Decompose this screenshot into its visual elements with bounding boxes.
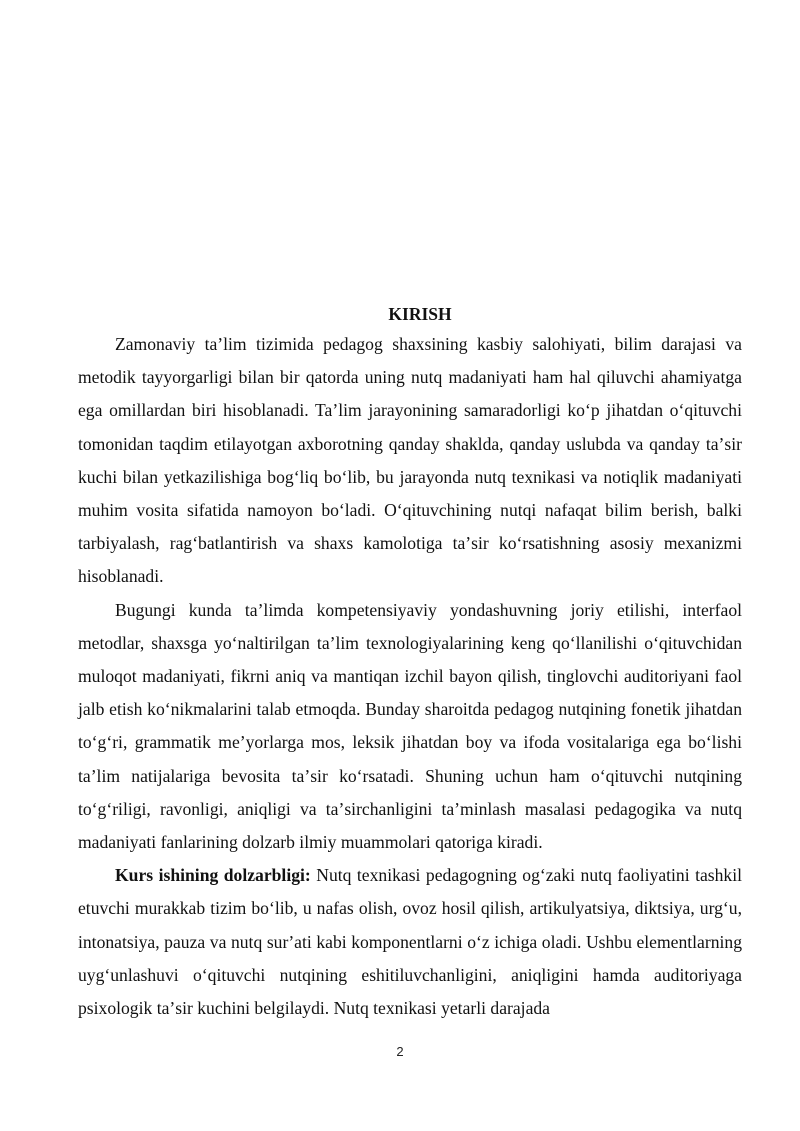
paragraph-relevance (78, 859, 742, 1025)
document-body (78, 303, 742, 1025)
paragraph-lead: Kurs ishining dolzarbligi: (115, 865, 311, 886)
page-number: 2 (396, 1044, 404, 1059)
section-heading: KIRISH (388, 304, 452, 324)
paragraph-intro (78, 328, 742, 594)
paragraph-text: Nutq texnikasi pedagogning ogʻzaki nutq faoliyatini tashkil etuvchi murakkab tizim boʻlib, u nafas olish, ovoz hosil qilish, artikulyatsiya, diktsiya, urgʻu, intonatsiya, pauza va nutq surʼati kabi komponentlarni oʻz ichiga oladi. Ushbu elementlarning uygʻunlashuvi oʻqituvchi nutqining eshitiluvchanligini, aniqligini hamda auditoriyaga psixologik taʼsir kuchini belgilaydi. Nutq texnikasi yetarli darajada (78, 865, 742, 1019)
paragraph-text: Zamonaviy ta’lim tizimida pedagog shaxsining kasbiy salohiyati, bilim darajasi va metodik tayyorgarligi bilan bir qatorda uning nutq madaniyati ham hal qiluvchi ahamiyatga ega omillardan biri hisoblanadi. Ta’lim jarayonining samaradorligi koʻp jihatdan oʻqituvchi tomonidan taqdim etilayotgan axborotning qanday shaklda, qanday uslubda va qanday taʼsir kuchi bilan yetkazilishiga bogʻliq boʻlib, bu jarayonda nutq texnikasi va notiqlik madaniyati muhim vosita sifatida namoyon boʻladi. Oʻqituvchining nutqi nafaqat bilim berish, balki tarbiyalash, ragʻbatlantirish va shaxs kamolotiga taʼsir koʻrsatishning asosiy mexanizmi hisoblanadi. (78, 334, 742, 587)
paragraph-context (78, 594, 742, 860)
paragraph-text: Bugungi kunda taʼlimda kompetensiyaviy yondashuvning joriy etilishi, interfaol metodlar, shaxsga yoʻnaltirilgan taʼlim texnologiyalarining keng qoʻllanilishi oʻqituvchidan muloqot madaniyati, fikrni aniq va mantiqan izchil bayon qilish, tinglovchi auditoriyani faol jalb etish koʻnikmalarini talab etmoqda. Bunday sharoitda pedagog nutqining fonetik jihatdan toʻgʻri, grammatik me’yorlarga mos, leksik jihatdan boy va ifoda vositalariga ega boʻlishi taʼlim natijalariga bevosita taʼsir koʻrsatadi. Shuning uchun ham oʻqituvchi nutqining toʻgʻriligi, ravonligi, aniqligi va taʼsirchanligini taʼminlash masalasi pedagogika va nutq madaniyati fanlarining dolzarb ilmiy muammolari qatoriga kiradi. (78, 599, 742, 853)
